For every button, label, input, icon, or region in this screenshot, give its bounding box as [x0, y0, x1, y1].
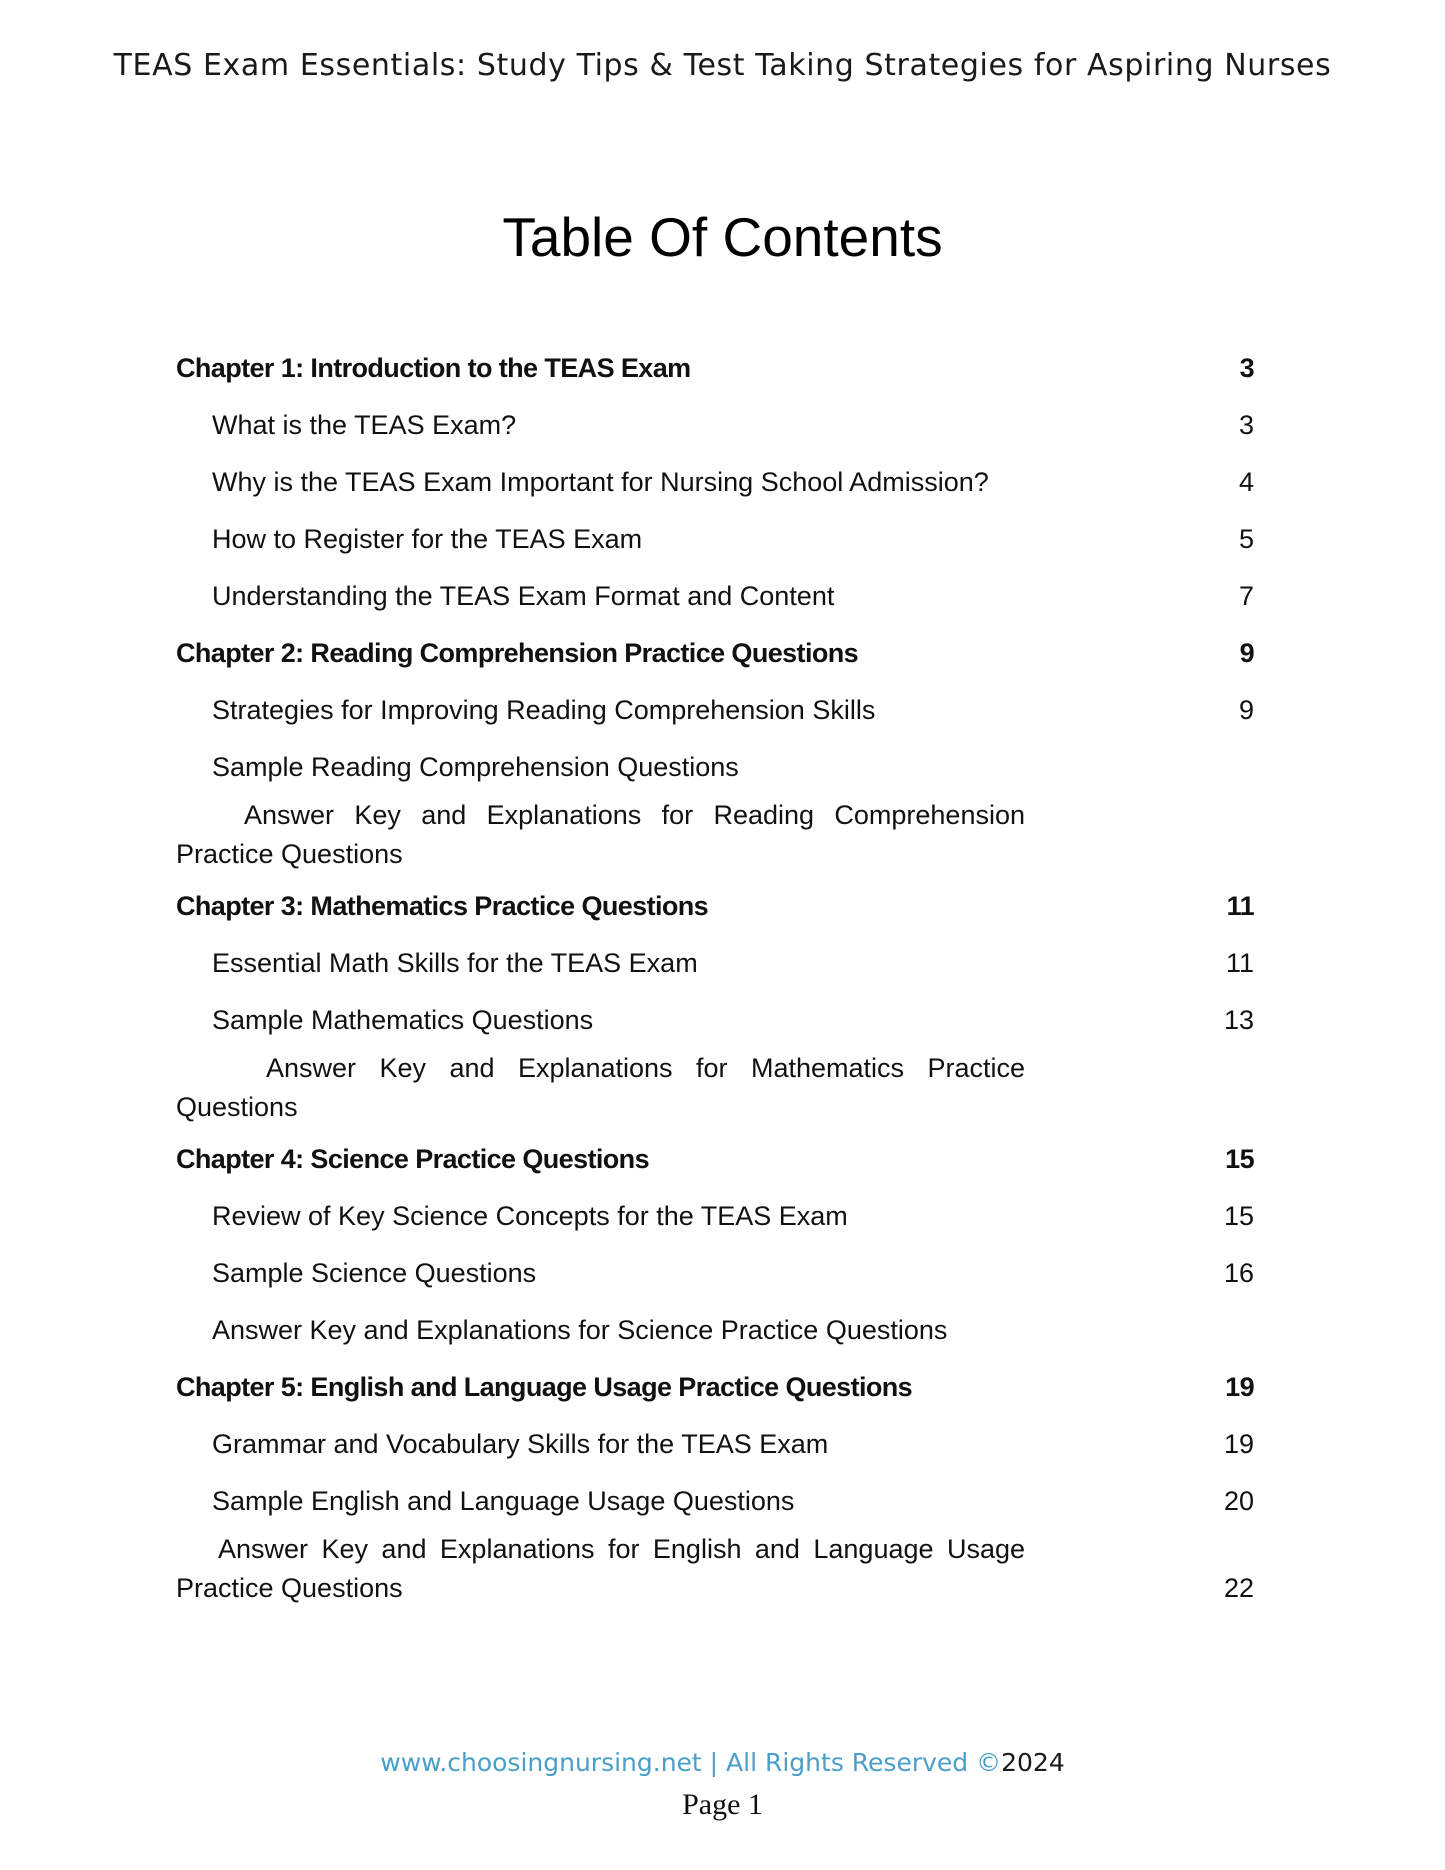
toc-section[interactable]: [176, 1245, 1254, 1302]
page-number: Page 1: [682, 1788, 763, 1821]
toc-entry-label: Why is the TEAS Exam Important for Nursing School Admission?: [212, 467, 989, 497]
toc-entry-label: Understanding the TEAS Exam Format and Content: [212, 581, 835, 611]
toc-entry-page: 4: [1238, 467, 1254, 497]
toc-entry-page: 15: [1225, 1144, 1254, 1174]
page-header-title: TEAS Exam Essentials: Study Tips & Test Taking Strategies for Aspiring Nurses: [113, 48, 1332, 83]
toc-entry-label: Strategies for Improving Reading Comprehension Skills: [212, 695, 876, 725]
toc-section[interactable]: [176, 1473, 1254, 1530]
toc-chapter-2[interactable]: [176, 625, 1254, 682]
toc-entry-page: 11: [1225, 948, 1254, 978]
toc-title: Table Of Contents: [502, 206, 943, 268]
toc-entry-page: 16: [1223, 1258, 1254, 1288]
toc-entry-label: Sample English and Language Usage Questions: [212, 1486, 795, 1516]
toc-entry-page: 9: [1238, 695, 1254, 725]
toc-chapter-5[interactable]: [176, 1359, 1254, 1416]
toc-section[interactable]: [176, 454, 1254, 511]
toc-entry-label: Grammar and Vocabulary Skills for the TEAS Exam: [212, 1429, 829, 1459]
footer-year: 2024: [1001, 1748, 1065, 1777]
toc-section[interactable]: [176, 682, 1254, 739]
toc-entry-label: Answer Key and Explanations for English and Language Usage Practice Questions: [176, 1534, 1025, 1603]
toc-section[interactable]: [176, 568, 1254, 625]
toc-section[interactable]: [176, 739, 1254, 796]
toc-entry-label: Sample Mathematics Questions: [212, 1005, 594, 1035]
toc-chapter-4[interactable]: [176, 1131, 1254, 1188]
toc-entry-page: 3: [1238, 410, 1254, 440]
toc-entry-page: 19: [1223, 1429, 1254, 1459]
toc-entry-label: Chapter 5: English and Language Usage Practice Questions: [176, 1372, 913, 1402]
toc-section[interactable]: [176, 1188, 1254, 1245]
toc-section[interactable]: [176, 935, 1254, 992]
table-of-contents: [176, 340, 1254, 1612]
toc-entry-label: Chapter 2: Reading Comprehension Practice Questions: [176, 638, 859, 668]
toc-entry-label: Chapter 3: Mathematics Practice Questions: [176, 891, 709, 921]
toc-entry-page: 7: [1238, 581, 1254, 611]
toc-entry-label: What is the TEAS Exam?: [212, 410, 517, 440]
toc-entry-page: 19: [1225, 1372, 1254, 1402]
toc-section[interactable]: [176, 511, 1254, 568]
toc-chapter-3[interactable]: [176, 878, 1254, 935]
toc-entry-label: Chapter 4: Science Practice Questions: [176, 1144, 649, 1174]
toc-section[interactable]: [176, 397, 1254, 454]
toc-entry-label: Essential Math Skills for the TEAS Exam: [212, 948, 698, 978]
toc-entry-page: 9: [1239, 638, 1254, 668]
toc-entry-label: Review of Key Science Concepts for the TEAS Exam: [212, 1201, 848, 1231]
toc-section-wrapped[interactable]: [176, 796, 1254, 874]
toc-entry-label: Sample Reading Comprehension Questions: [212, 752, 739, 782]
toc-entry-page: 11: [1226, 891, 1254, 921]
toc-entry-page: 20: [1223, 1486, 1254, 1516]
toc-entry-page: 22: [1223, 1573, 1254, 1603]
toc-entry-label: Chapter 1: Introduction to the TEAS Exam: [176, 353, 691, 383]
toc-section-wrapped[interactable]: [176, 1530, 1254, 1608]
toc-entry-label: Answer Key and Explanations for Reading Comprehension Practice Questions: [176, 800, 1025, 869]
toc-entry-label: How to Register for the TEAS Exam: [212, 524, 643, 554]
toc-chapter-1[interactable]: [176, 340, 1254, 397]
footer-website-link[interactable]: www.choosingnursing.net | All Rights Reserved ©: [380, 1748, 1002, 1777]
toc-entry-label: Answer Key and Explanations for Mathematics Practice Questions: [176, 1053, 1025, 1122]
toc-entry-page: 13: [1223, 1005, 1254, 1035]
toc-entry-label: Answer Key and Explanations for Science Practice Questions: [212, 1315, 948, 1345]
toc-entry-page: 15: [1223, 1201, 1254, 1231]
toc-section[interactable]: [176, 1302, 1254, 1359]
toc-section-wrapped[interactable]: [176, 1049, 1254, 1127]
toc-section[interactable]: [176, 992, 1254, 1049]
toc-section[interactable]: [176, 1416, 1254, 1473]
toc-entry-page: 5: [1238, 524, 1254, 554]
toc-entry-page: 3: [1239, 353, 1254, 383]
toc-entry-label: Sample Science Questions: [212, 1258, 537, 1288]
footer-copyright: [0, 1748, 1445, 1777]
